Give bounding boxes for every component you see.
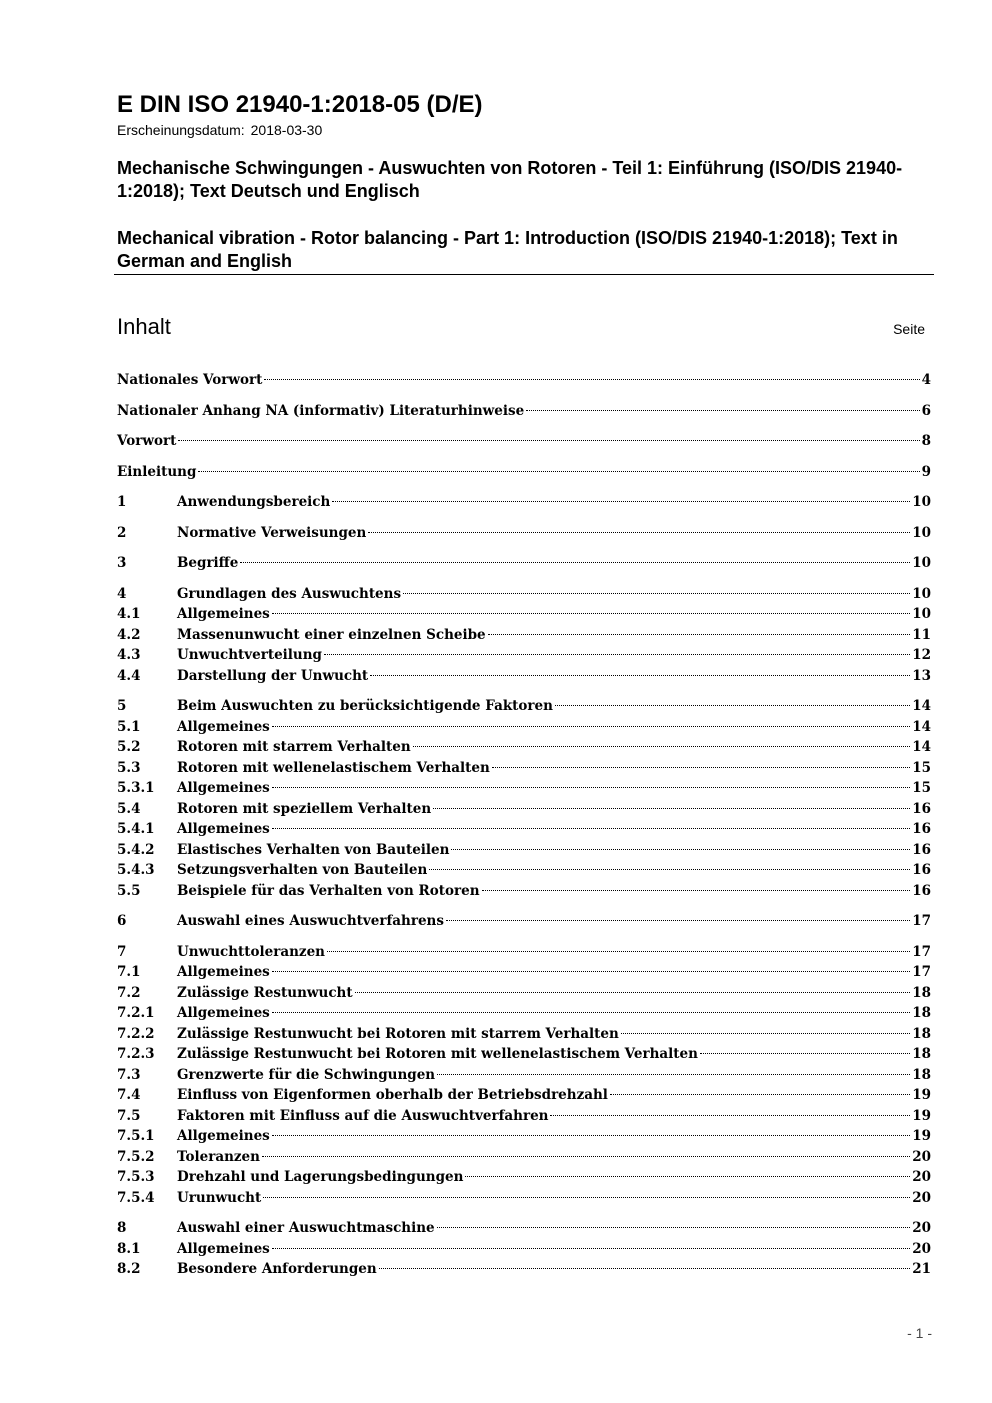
toc-entry-page: 21 (912, 1261, 931, 1277)
toc-entry[interactable] (117, 1167, 931, 1188)
toc-dot-leader (262, 1156, 910, 1157)
toc-entry-page: 17 (912, 943, 931, 960)
toc-entry-title: Setzungsverhalten von Bauteilen (177, 862, 428, 878)
toc-entry[interactable] (117, 492, 931, 513)
table-of-contents (117, 370, 931, 1280)
toc-entry-page: 10 (912, 585, 931, 602)
toc-entry-page: 16 (912, 821, 931, 837)
toc-entry-title: Beim Auswuchten zu berücksichtigende Faktoren (177, 698, 553, 714)
toc-entry-title: Rotoren mit starrem Verhalten (177, 739, 411, 755)
toc-entry-page: 20 (912, 1240, 931, 1257)
toc-entry-title: Zulässige Restunwucht bei Rotoren mit wellenelastischem Verhalten (177, 1046, 698, 1062)
toc-dot-leader (437, 1074, 910, 1075)
toc-entry-page: 10 (912, 524, 931, 541)
toc-entry[interactable] (117, 1065, 931, 1086)
toc-dot-leader (437, 1227, 911, 1228)
toc-entry-title: Einfluss von Eigenformen oberhalb der Betriebsdrehzahl (177, 1087, 608, 1103)
toc-dot-leader (272, 828, 910, 829)
toc-entry-title: Grenzwerte für die Schwingungen (177, 1066, 436, 1083)
toc-entry-page: 18 (912, 1046, 931, 1062)
toc-dot-leader (403, 593, 910, 594)
toc-entry-title: Urunwucht (177, 1189, 262, 1206)
toc-entry-page: 14 (912, 739, 931, 755)
toc-entry[interactable] (117, 778, 931, 799)
toc-entry-title: Begriffe (177, 555, 239, 571)
toc-entry-number: 6 (117, 913, 127, 929)
toc-entry-title: Unwuchttoleranzen (177, 943, 325, 960)
toc-entry-page: 18 (912, 1025, 931, 1042)
toc-entry-number: 4.3 (117, 647, 141, 663)
publication-date (117, 121, 322, 139)
toc-entry-number: 8 (117, 1220, 127, 1236)
toc-entry-title: Allgemeines (177, 821, 270, 837)
toc-entry[interactable] (117, 666, 931, 687)
toc-entry-title: Faktoren mit Einfluss auf die Auswuchtverfahren (177, 1107, 549, 1124)
toc-entry[interactable] (117, 1106, 931, 1127)
toc-entry-number: 5.4 (117, 800, 141, 817)
toc-dot-leader (368, 532, 910, 533)
toc-entry-title: Rotoren mit speziellem Verhalten (177, 800, 432, 817)
toc-entry-title: Toleranzen (177, 1148, 260, 1165)
toc-entry[interactable] (117, 523, 931, 544)
toc-dot-leader (482, 890, 911, 891)
toc-entry[interactable] (117, 584, 931, 605)
toc-dot-leader (621, 1033, 910, 1034)
toc-dot-leader (555, 705, 910, 706)
toc-entry-number: 5.1 (117, 718, 141, 735)
toc-entry-title: Zulässige Restunwucht bei Rotoren mit starrem Verhalten (177, 1025, 619, 1042)
toc-entry-title: Auswahl einer Auswuchtmaschine (177, 1220, 435, 1236)
toc-entry-page: 10 (912, 555, 931, 571)
toc-entry-title: Nationales Vorwort (117, 372, 263, 388)
toc-dot-leader (446, 920, 910, 921)
toc-entry-title: Grundlagen des Auswuchtens (177, 585, 402, 602)
toc-entry-page: 16 (912, 841, 931, 858)
toc-entry-page: 6 (921, 402, 931, 419)
toc-entry-page: 4 (921, 372, 931, 388)
toc-dot-leader (413, 746, 911, 747)
toc-entry-number: 7.5 (117, 1107, 141, 1124)
page-number: - 1 - (907, 1325, 932, 1341)
toc-entry-title: Allgemeines (177, 1128, 270, 1144)
toc-entry-title: Massenunwucht einer einzelnen Scheibe (177, 626, 486, 643)
toc-entry[interactable] (117, 625, 931, 646)
toc-entry-page: 18 (912, 1066, 931, 1083)
toc-entry-title: Allgemeines (177, 718, 270, 735)
toc-entry[interactable] (117, 553, 931, 574)
toc-dot-leader (492, 767, 910, 768)
toc-entry-title: Besondere Anforderungen (177, 1261, 377, 1277)
toc-entry-title: Unwuchtverteilung (177, 647, 322, 663)
toc-entry[interactable] (117, 431, 931, 452)
toc-dot-leader (263, 1197, 910, 1198)
toc-entry-title: Einleitung (117, 463, 197, 480)
toc-entry-title: Vorwort (117, 433, 177, 449)
toc-entry[interactable] (117, 1188, 931, 1209)
toc-dot-leader (272, 1248, 910, 1249)
toc-entry-number: 5 (117, 698, 127, 714)
toc-entry[interactable] (117, 1085, 931, 1106)
toc-entry[interactable] (117, 717, 931, 738)
toc-dot-leader (610, 1094, 910, 1095)
toc-dot-leader (433, 808, 910, 809)
toc-entry[interactable] (117, 696, 931, 717)
toc-entry-number: 7.3 (117, 1066, 141, 1083)
toc-entry[interactable] (117, 911, 931, 932)
toc-dot-leader (198, 471, 919, 472)
toc-dot-leader (465, 1176, 910, 1177)
toc-entry-page: 20 (912, 1148, 931, 1165)
toc-entry-number: 7.2.3 (117, 1046, 155, 1062)
toc-entry-number: 5.3 (117, 759, 141, 776)
toc-dot-leader (379, 1268, 911, 1269)
toc-entry-number: 7 (117, 943, 127, 960)
toc-entry[interactable] (117, 1126, 931, 1147)
toc-entry-number: 7.5.2 (117, 1148, 155, 1165)
toc-entry[interactable] (117, 983, 931, 1004)
toc-dot-leader (355, 992, 911, 993)
toc-dot-leader (264, 379, 919, 380)
toc-entry-number: 8.2 (117, 1261, 141, 1277)
toc-entry-title: Drehzahl und Lagerungsbedingungen (177, 1169, 464, 1185)
toc-entry-page: 19 (912, 1128, 931, 1144)
toc-dot-leader (324, 654, 910, 655)
toc-entry-number: 5.4.1 (117, 821, 155, 837)
toc-entry-page: 19 (912, 1087, 931, 1103)
toc-entry[interactable] (117, 1024, 931, 1045)
toc-entry-page: 15 (912, 759, 931, 776)
toc-entry[interactable] (117, 860, 931, 881)
header-divider (114, 274, 934, 275)
toc-entry[interactable] (117, 401, 931, 422)
toc-entry[interactable] (117, 819, 931, 840)
toc-entry-page: 16 (912, 862, 931, 878)
toc-entry-title: Darstellung der Unwucht (177, 667, 369, 684)
toc-entry-title: Auswahl eines Auswuchtverfahrens (177, 913, 444, 929)
toc-entry-number: 8.1 (117, 1240, 141, 1257)
toc-entry-number: 7.2.1 (117, 1005, 155, 1021)
toc-entry-page: 12 (912, 647, 931, 663)
toc-entry-title: Anwendungsbereich (177, 494, 331, 510)
toc-dot-leader (272, 1012, 910, 1013)
toc-entry-number: 5.5 (117, 882, 141, 899)
toc-entry-number: 7.5.3 (117, 1169, 155, 1185)
title-german: Mechanische Schwingungen - Auswuchten von Rotoren - Teil 1: Einführung (ISO/DIS 21940-1:2018); Text Deutsch und Englisch (117, 158, 903, 201)
toc-entry-page: 13 (912, 667, 931, 684)
toc-dot-leader (332, 501, 910, 502)
toc-entry-page: 20 (912, 1189, 931, 1206)
toc-entry-page: 10 (912, 606, 931, 622)
toc-entry-page: 15 (912, 780, 931, 796)
toc-entry[interactable] (117, 881, 931, 902)
toc-entry-page: 17 (912, 964, 931, 980)
toc-dot-leader (272, 613, 910, 614)
toc-entry[interactable] (117, 737, 931, 758)
toc-entry-title: Rotoren mit wellenelastischem Verhalten (177, 759, 490, 776)
toc-entry-page: 14 (912, 718, 931, 735)
toc-entry-page: 8 (921, 433, 931, 449)
toc-entry-number: 4.4 (117, 667, 141, 684)
toc-dot-leader (526, 410, 919, 411)
toc-entry[interactable] (117, 1044, 931, 1065)
toc-entry-page: 10 (912, 494, 931, 510)
toc-entry-number: 7.2 (117, 984, 141, 1001)
toc-entry[interactable] (117, 1003, 931, 1024)
toc-dot-leader (272, 787, 910, 788)
toc-entry-number: 5.2 (117, 739, 141, 755)
toc-dot-leader (272, 726, 910, 727)
toc-entry-number: 5.4.2 (117, 841, 155, 858)
toc-dot-leader (429, 869, 910, 870)
toc-entry-title: Allgemeines (177, 606, 270, 622)
toc-entry[interactable] (117, 604, 931, 625)
toc-heading: Inhalt (117, 314, 171, 339)
toc-entry[interactable] (117, 962, 931, 983)
toc-entry-title: Beispiele für das Verhalten von Rotoren (177, 882, 480, 899)
toc-entry-number: 7.4 (117, 1087, 141, 1103)
toc-entry[interactable] (117, 645, 931, 666)
toc-entry-page: 16 (912, 882, 931, 899)
title-english: Mechanical vibration - Rotor balancing - Part 1: Introduction (ISO/DIS 21940-1:2018); Text in German and English (117, 228, 898, 271)
toc-dot-leader (178, 440, 919, 441)
toc-entry-page: 16 (912, 800, 931, 817)
toc-entry-title: Elastisches Verhalten von Bauteilen (177, 841, 450, 858)
toc-entry-title: Normative Verweisungen (177, 524, 367, 541)
toc-dot-leader (550, 1115, 910, 1116)
toc-entry-page: 18 (912, 1005, 931, 1021)
toc-entry-number: 5.4.3 (117, 862, 155, 878)
toc-entry-number: 1 (117, 494, 127, 510)
toc-dot-leader (700, 1053, 910, 1054)
toc-entry[interactable] (117, 840, 931, 861)
toc-entry-number: 7.5.4 (117, 1189, 155, 1206)
toc-entry[interactable] (117, 462, 931, 483)
toc-entry-number: 4.1 (117, 606, 141, 622)
toc-entry-page: 14 (912, 698, 931, 714)
toc-dot-leader (327, 951, 910, 952)
toc-dot-leader (272, 971, 910, 972)
toc-entry-page: 9 (921, 463, 931, 480)
toc-entry[interactable] (117, 370, 931, 391)
toc-entry[interactable] (117, 1147, 931, 1168)
toc-page-column-label: Seite (893, 321, 925, 337)
toc-entry-title: Nationaler Anhang NA (informativ) Literaturhinweise (117, 402, 525, 419)
toc-dot-leader (272, 1135, 910, 1136)
toc-entry-page: 17 (912, 913, 931, 929)
toc-entry-page: 19 (912, 1107, 931, 1124)
toc-entry-number: 3 (117, 555, 127, 571)
toc-entry-title: Allgemeines (177, 964, 270, 980)
toc-dot-leader (488, 634, 911, 635)
toc-entry[interactable] (117, 758, 931, 779)
toc-entry-number: 2 (117, 524, 127, 541)
toc-entry-number: 5.3.1 (117, 780, 155, 796)
toc-entry-page: 20 (912, 1169, 931, 1185)
toc-entry-number: 7.1 (117, 964, 141, 980)
toc-entry[interactable] (117, 1218, 931, 1239)
toc-entry-page: 11 (912, 626, 931, 643)
toc-entry-title: Allgemeines (177, 780, 270, 796)
toc-dot-leader (451, 849, 910, 850)
publication-date-value: 2018-03-30 (250, 122, 323, 138)
toc-entry[interactable] (117, 1239, 931, 1260)
toc-entry[interactable] (117, 942, 931, 963)
toc-entry-number: 7.5.1 (117, 1128, 155, 1144)
toc-entry[interactable] (117, 799, 931, 820)
toc-entry-number: 4.2 (117, 626, 141, 643)
toc-entry-title: Allgemeines (177, 1005, 270, 1021)
toc-entry-page: 20 (912, 1220, 931, 1236)
publication-date-label: Erscheinungsdatum: (117, 122, 245, 138)
document-id: E DIN ISO 21940-1:2018-05 (D/E) (117, 91, 483, 118)
toc-entry-number: 7.2.2 (117, 1025, 155, 1042)
toc-entry-page: 18 (912, 984, 931, 1001)
toc-entry-title: Zulässige Restunwucht (177, 984, 353, 1001)
toc-entry-title: Allgemeines (177, 1240, 270, 1257)
toc-entry[interactable] (117, 1259, 931, 1280)
toc-dot-leader (240, 562, 910, 563)
toc-dot-leader (370, 675, 910, 676)
toc-entry-number: 4 (117, 585, 127, 602)
